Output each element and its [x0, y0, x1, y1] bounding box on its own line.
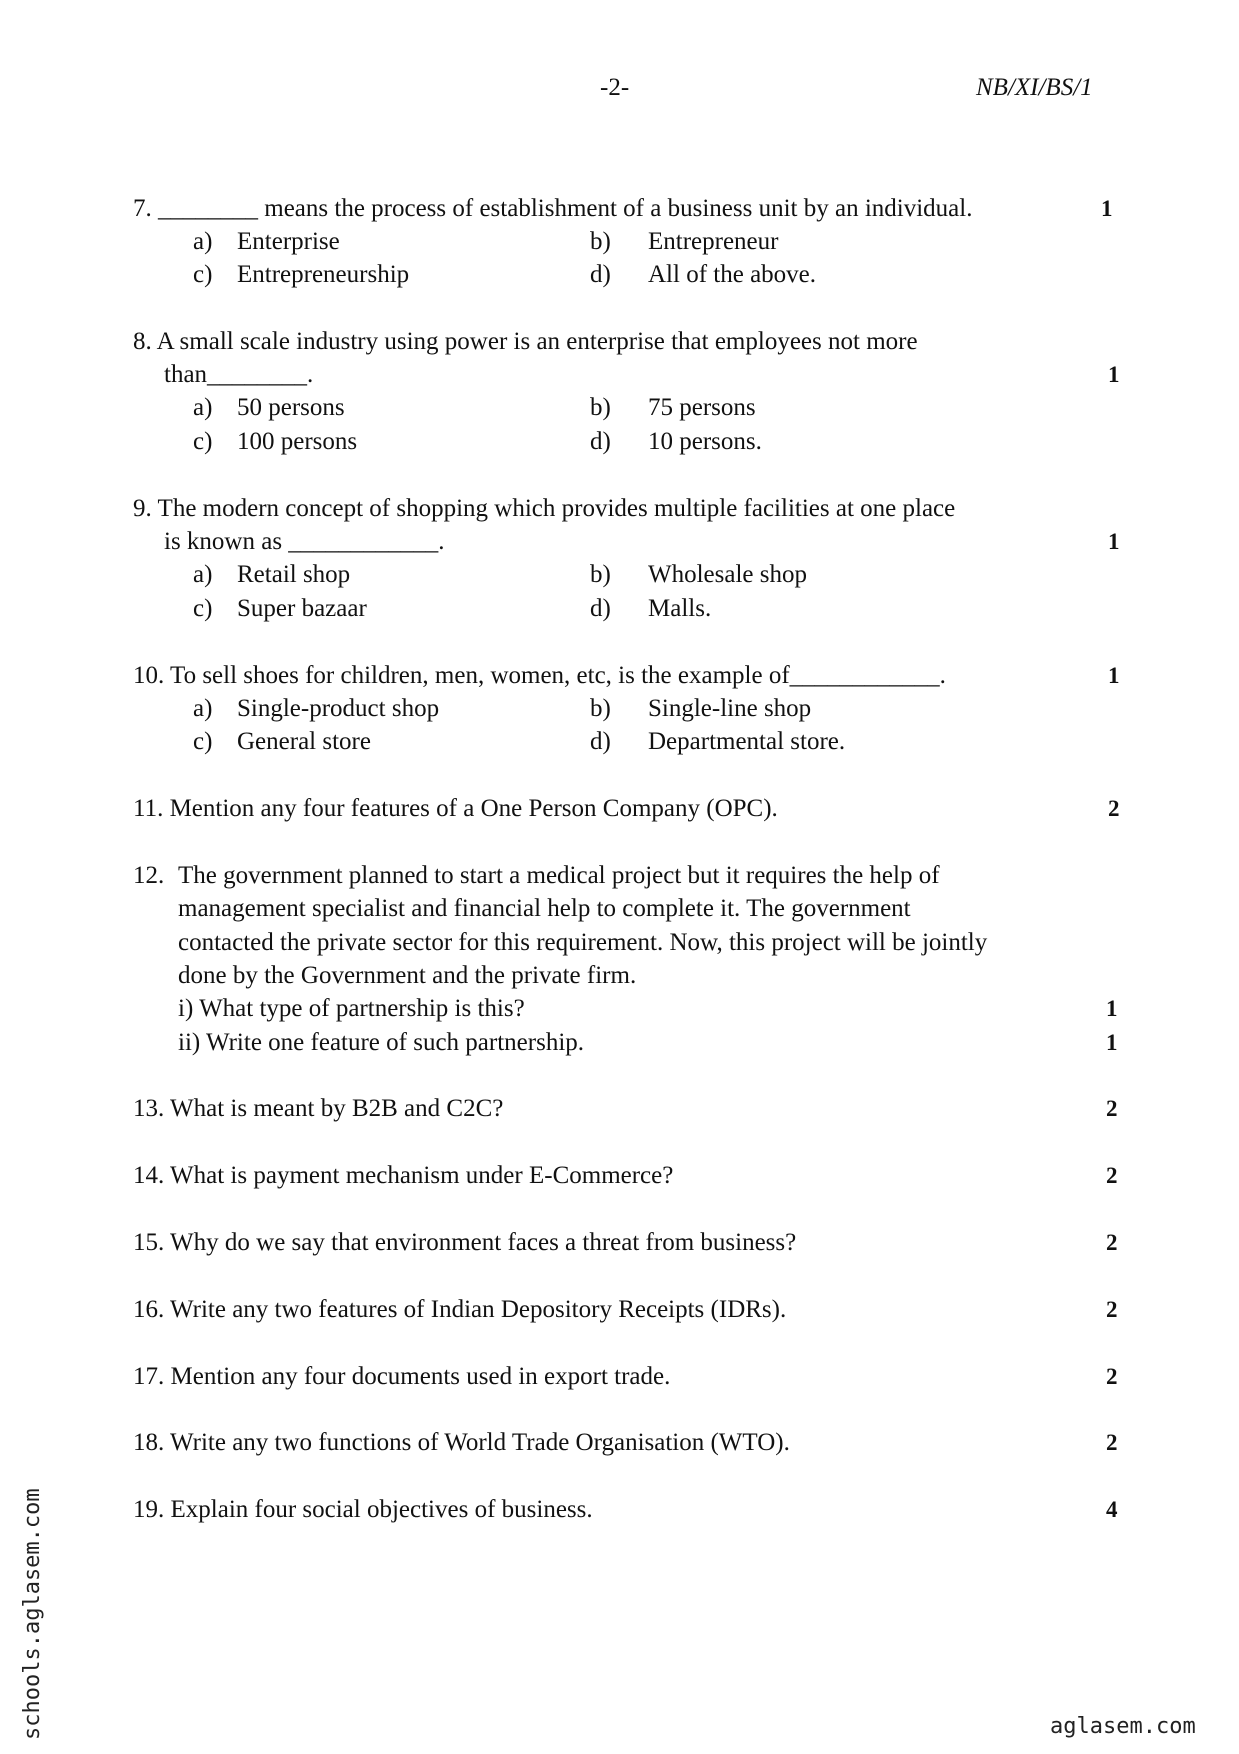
option-label: b) — [590, 228, 611, 255]
marks: 2 — [1106, 1096, 1118, 1121]
option-text: 50 persons — [237, 394, 345, 421]
side-watermark: schools.aglasem.com — [20, 1488, 45, 1740]
option-text: Malls. — [648, 595, 712, 622]
option-text: Super bazaar — [237, 595, 367, 622]
question-text: 7. ________ means the process of establishment of a business unit by an individual. — [133, 195, 973, 222]
option-text: All of the above. — [648, 261, 817, 288]
marks: 2 — [1106, 1230, 1118, 1255]
question-13: 13. What is meant by B2B and C2C? — [133, 1095, 504, 1122]
question-text: 10. To sell shoes for children, men, women, etc, is the example of____________. — [133, 662, 946, 689]
marks: 1 — [1108, 362, 1120, 387]
question-15: 15. Why do we say that environment faces a threat from business? — [133, 1229, 797, 1256]
option-text: 10 persons. — [648, 428, 762, 455]
option-text: General store — [237, 728, 371, 755]
marks: 2 — [1106, 1163, 1118, 1188]
option-label: c) — [193, 428, 213, 455]
marks: 1 — [1108, 663, 1120, 688]
paper-code: NB/XI/BS/1 — [976, 74, 1093, 101]
question-text: 9. The modern concept of shopping which provides multiple facilities at one place — [133, 495, 956, 522]
option-label: a) — [193, 561, 213, 588]
question-text: contacted the private sector for this requirement. Now, this project will be jointly — [178, 929, 988, 956]
option-text: Retail shop — [237, 561, 351, 588]
sub-question: i) What type of partnership is this? — [178, 995, 525, 1022]
footer-watermark: aglasem.com — [1050, 1714, 1196, 1739]
option-label: b) — [590, 394, 611, 421]
option-text: 100 persons — [237, 428, 358, 455]
marks: 2 — [1108, 796, 1120, 821]
option-text: Entrepreneurship — [237, 261, 410, 288]
question-17: 17. Mention any four documents used in export trade. — [133, 1363, 671, 1390]
question-19: 19. Explain four social objectives of business. — [133, 1496, 593, 1523]
option-text: Enterprise — [237, 228, 340, 255]
option-text: 75 persons — [648, 394, 756, 421]
marks: 2 — [1106, 1430, 1118, 1455]
question-11: 11. Mention any four features of a One Person Company (OPC). — [133, 795, 778, 822]
question-text: The government planned to start a medical project but it requires the help of — [178, 862, 940, 889]
option-text: Single-line shop — [648, 695, 812, 722]
marks: 1 — [1106, 1030, 1118, 1055]
marks: 1 — [1101, 196, 1113, 221]
question-text: than________. — [164, 361, 314, 388]
option-text: Departmental store. — [648, 728, 846, 755]
question-text: management specialist and financial help to complete it. The government — [178, 895, 911, 922]
question-14: 14. What is payment mechanism under E-Commerce? — [133, 1162, 674, 1189]
option-label: a) — [193, 394, 213, 421]
option-label: c) — [193, 728, 213, 755]
question-text: is known as ____________. — [164, 528, 445, 555]
option-text: Wholesale shop — [648, 561, 807, 588]
option-label: c) — [193, 595, 213, 622]
option-label: a) — [193, 228, 213, 255]
question-18: 18. Write any two functions of World Trade Organisation (WTO). — [133, 1429, 790, 1456]
option-label: d) — [590, 595, 611, 622]
marks: 4 — [1106, 1497, 1118, 1522]
sub-question: ii) Write one feature of such partnership. — [178, 1029, 585, 1056]
option-label: c) — [193, 261, 213, 288]
option-label: a) — [193, 695, 213, 722]
option-label: b) — [590, 695, 611, 722]
option-text: Entrepreneur — [648, 228, 779, 255]
option-label: b) — [590, 561, 611, 588]
option-label: d) — [590, 261, 611, 288]
marks: 1 — [1106, 996, 1118, 1021]
marks: 1 — [1108, 529, 1120, 554]
page-number: -2- — [600, 74, 630, 101]
marks: 2 — [1106, 1297, 1118, 1322]
question-text: done by the Government and the private firm. — [178, 962, 637, 989]
option-label: d) — [590, 728, 611, 755]
option-label: d) — [590, 428, 611, 455]
question-16: 16. Write any two features of Indian Depository Receipts (IDRs). — [133, 1296, 787, 1323]
option-text: Single-product shop — [237, 695, 440, 722]
marks: 2 — [1106, 1364, 1118, 1389]
question-text: 8. A small scale industry using power is an enterprise that employees not more — [133, 328, 918, 355]
question-number: 12. — [133, 862, 165, 889]
